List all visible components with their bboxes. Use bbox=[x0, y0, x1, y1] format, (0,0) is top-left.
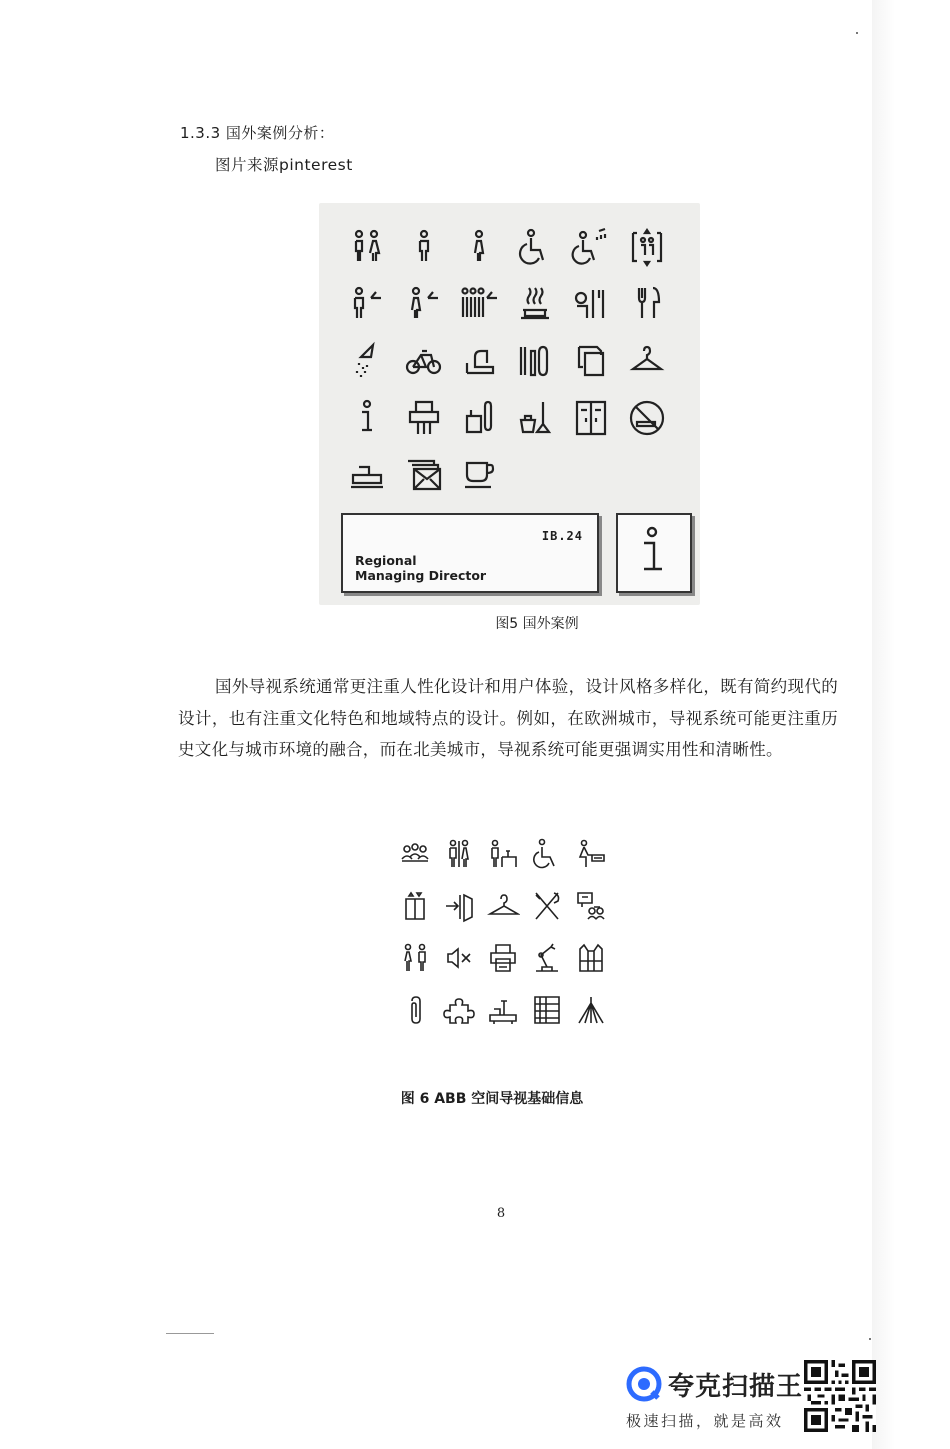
copy-icon bbox=[569, 339, 613, 383]
printer-icon bbox=[402, 396, 446, 440]
bike-parking-icon bbox=[402, 339, 446, 383]
female-locker-icon bbox=[402, 282, 446, 326]
qr-code-icon bbox=[804, 1360, 876, 1432]
quark-logo-icon bbox=[626, 1366, 662, 1402]
restroom-icon bbox=[442, 837, 476, 871]
shower-icon bbox=[345, 339, 389, 383]
figure-6-caption: 图 6 ABB 空间导视基础信息 bbox=[400, 1091, 584, 1107]
info-person-icon bbox=[636, 525, 672, 581]
robot-arm-icon bbox=[530, 941, 564, 975]
toilets-icon bbox=[398, 941, 432, 975]
image-source-line: 图片来源pinterest bbox=[215, 156, 353, 174]
workspace-icon bbox=[486, 993, 520, 1027]
family-locker-icon bbox=[457, 282, 501, 326]
figure-5-photo bbox=[319, 203, 700, 605]
room-title bbox=[355, 553, 555, 583]
lockers-icon bbox=[569, 396, 613, 440]
brand-slogan: 极速扫描，就是高效 bbox=[626, 1412, 784, 1430]
shelving-icon bbox=[530, 993, 564, 1027]
page-edge-shadow bbox=[872, 0, 950, 1449]
female-toilet-icon bbox=[457, 225, 501, 269]
paperclip-icon bbox=[398, 993, 432, 1027]
mail-icon bbox=[402, 453, 446, 497]
page-number: 8 bbox=[496, 1206, 506, 1221]
cleaning-icon bbox=[513, 396, 557, 440]
male-locker-icon bbox=[345, 282, 389, 326]
restrooms-icon bbox=[345, 225, 389, 269]
brand-name: 夸克扫描王 bbox=[668, 1372, 804, 1402]
body-paragraph: 国外导视系统通常更注重人性化设计和用户体验，设计风格多样化，既有简约现代的设计，也有注重文化特色和地域特点的设计。例如，在欧洲城市，导视系统可能更注重历史文化与城市环境的融合，而在北美城市，导视系统可能更强调实用性和清晰性。 bbox=[178, 677, 838, 759]
room-code: IB.24 bbox=[541, 529, 583, 543]
family-room-icon bbox=[486, 837, 520, 871]
sprinkler-icon bbox=[574, 993, 608, 1027]
stationery-icon bbox=[513, 339, 557, 383]
presentation-icon bbox=[574, 889, 608, 923]
hot-food-icon bbox=[513, 282, 557, 326]
room-title-line-1: Regional bbox=[355, 553, 417, 568]
restaurant-icon bbox=[625, 282, 669, 326]
footer-rule bbox=[166, 1333, 214, 1334]
cloakroom-icon bbox=[625, 339, 669, 383]
scan-speck bbox=[869, 1338, 871, 1340]
reception-desk-icon bbox=[574, 837, 608, 871]
figure-6-icon-set bbox=[398, 832, 608, 1042]
cloakroom-icon bbox=[486, 889, 520, 923]
safety-vest-icon bbox=[574, 941, 608, 975]
cafe-icon bbox=[569, 282, 613, 326]
coffee-icon bbox=[457, 453, 501, 497]
lounge-icon bbox=[457, 339, 501, 383]
mute-icon bbox=[442, 941, 476, 975]
door-sign bbox=[341, 513, 599, 593]
elevator-icon bbox=[398, 889, 432, 923]
reception-icon bbox=[345, 453, 389, 497]
figure-5-caption: 图5 国外案例 bbox=[495, 616, 579, 632]
male-toilet-icon bbox=[402, 225, 446, 269]
printer-icon bbox=[486, 941, 520, 975]
section-heading: 1.3.3 国外案例分析： bbox=[180, 124, 335, 142]
office-supplies-icon bbox=[457, 396, 501, 440]
meeting-icon bbox=[398, 837, 432, 871]
scan-speck bbox=[856, 32, 858, 34]
elevator-icon bbox=[625, 225, 669, 269]
wheelchair-icon bbox=[530, 837, 564, 871]
no-smoking-icon bbox=[625, 396, 669, 440]
information-icon bbox=[345, 396, 389, 440]
puzzle-icon bbox=[442, 993, 476, 1027]
scanner-watermark bbox=[624, 1360, 880, 1432]
accessible-shower-icon bbox=[569, 225, 613, 269]
exit-door-icon bbox=[442, 889, 476, 923]
accessible-toilet-icon bbox=[513, 225, 557, 269]
room-title-line-2: Managing Director bbox=[355, 568, 487, 583]
info-sign bbox=[616, 513, 692, 593]
dining-icon bbox=[530, 889, 564, 923]
